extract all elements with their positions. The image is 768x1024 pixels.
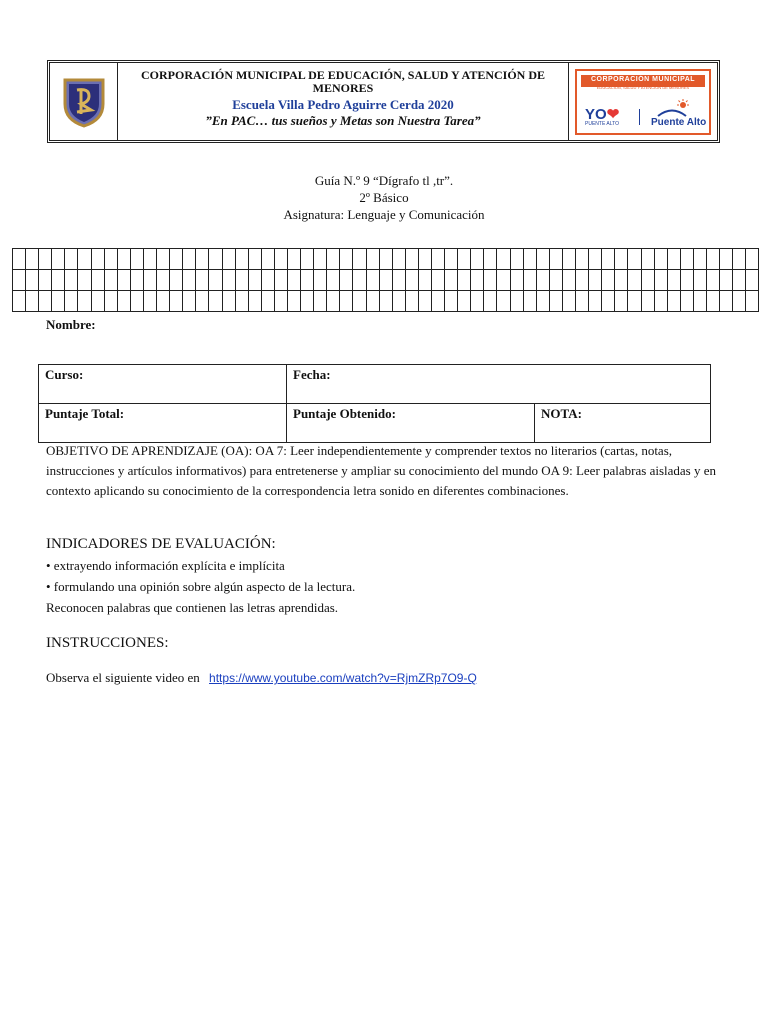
puntaje-total-label: Puntaje Total: (45, 406, 125, 421)
grid-cell[interactable] (458, 291, 471, 312)
grid-cell[interactable] (26, 249, 39, 270)
grid-cell[interactable] (733, 291, 746, 312)
learning-objective: OBJETIVO DE APRENDIZAJE (OA): OA 7: Leer independientemente y comprender textos no literarios (cartas, notas, instrucciones y artículos informativos) para entretenerse y ampliar su conocimiento del mundo OA 9: Leer palabras aisladas y en contexto aplicando su conocimiento de la correspondencia letra sonido en diferentes combinaciones. (46, 443, 717, 498)
student-info-table (38, 364, 711, 443)
grid-cell[interactable] (589, 291, 602, 312)
grid-cell[interactable] (91, 249, 104, 270)
sun-icon (677, 99, 689, 111)
grid-cell[interactable] (301, 291, 314, 312)
school-crest-icon (61, 76, 107, 128)
grid-cell[interactable] (157, 291, 170, 312)
grid-cell[interactable] (576, 291, 589, 312)
puente-alto-text: Puente Alto (651, 116, 707, 128)
grid-cell[interactable] (733, 270, 746, 291)
grid-cell[interactable] (340, 270, 353, 291)
puntaje-obtenido-field[interactable] (287, 404, 535, 443)
corporation-name: CORPORACIÓN MUNICIPAL DE EDUCACIÓN, SALUD Y ATENCIÓN DE MENORES (140, 68, 546, 95)
grid-cell[interactable] (510, 270, 523, 291)
yo-sub-text: PUENTE ALTO (585, 120, 619, 127)
school-motto: ”En PAC… tus sueños y Metas son Nuestra Tarea” (205, 113, 481, 128)
indicator-item: • formulando una opinión sobre algún aspecto de la lectura. (46, 579, 356, 594)
corporation-logo-box (575, 69, 711, 135)
grid-cell[interactable] (78, 249, 91, 270)
grid-cell[interactable] (143, 270, 156, 291)
grid-cell[interactable] (654, 270, 667, 291)
name-writing-grid[interactable] (12, 248, 759, 312)
grid-cell[interactable] (471, 249, 484, 270)
logo-bar-text: CORPORACIÓN MUNICIPAL (581, 75, 705, 87)
nota-field[interactable] (535, 404, 711, 443)
grid-cell[interactable] (104, 270, 117, 291)
grid-cell[interactable] (615, 249, 628, 270)
fecha-label: Fecha: (293, 367, 331, 382)
grid-cell[interactable] (379, 249, 392, 270)
grid-cell[interactable] (628, 270, 641, 291)
grid-cell[interactable] (484, 270, 497, 291)
grid-cell[interactable] (143, 291, 156, 312)
grid-cell[interactable] (418, 249, 431, 270)
grid-cell[interactable] (392, 291, 405, 312)
grid-cell[interactable] (615, 291, 628, 312)
grid-cell[interactable] (418, 291, 431, 312)
grid-cell[interactable] (170, 249, 183, 270)
curso-label: Curso: (45, 367, 84, 382)
video-text: Observa el siguiente video en (46, 670, 200, 685)
grid-cell[interactable] (235, 249, 248, 270)
grid-cell[interactable] (602, 249, 615, 270)
heart-icon: ❤ (606, 105, 620, 123)
grid-cell[interactable] (340, 291, 353, 312)
grid-cell[interactable] (39, 291, 52, 312)
grid-cell[interactable] (706, 291, 719, 312)
grid-cell[interactable] (510, 291, 523, 312)
grid-cell[interactable] (523, 249, 536, 270)
grid-cell[interactable] (471, 291, 484, 312)
nombre-label: Nombre: (46, 317, 96, 332)
grid-cell[interactable] (209, 291, 222, 312)
fecha-field[interactable] (287, 365, 711, 404)
grid-cell[interactable] (39, 270, 52, 291)
grid-cell[interactable] (13, 270, 26, 291)
grid-cell[interactable] (667, 249, 680, 270)
grid-cell[interactable] (52, 291, 65, 312)
grid-cell[interactable] (13, 249, 26, 270)
indicators-heading: INDICADORES DE EVALUACIÓN: (46, 536, 276, 552)
indicators-extra: Reconocen palabras que contienen las letras aprendidas. (46, 600, 339, 615)
grid-cell[interactable] (157, 270, 170, 291)
grid-cell[interactable] (327, 270, 340, 291)
grid-cell[interactable] (536, 291, 549, 312)
grid-cell[interactable] (405, 291, 418, 312)
puntaje-obtenido-label: Puntaje Obtenido: (293, 406, 396, 421)
grid-cell[interactable] (720, 270, 733, 291)
grid-cell[interactable] (26, 270, 39, 291)
grid-cell[interactable] (143, 249, 156, 270)
grid-cell[interactable] (562, 249, 575, 270)
grid-cell[interactable] (418, 270, 431, 291)
grid-cell[interactable] (497, 291, 510, 312)
school-name: Escuela Villa Pedro Aguirre Cerda 2020 (232, 97, 454, 112)
school-crest-logo (50, 63, 118, 140)
grid-cell[interactable] (680, 291, 693, 312)
grid-cell[interactable] (602, 291, 615, 312)
grid-cell[interactable] (222, 249, 235, 270)
grid-cell[interactable] (130, 249, 143, 270)
grid-cell[interactable] (327, 249, 340, 270)
grid-cell[interactable] (130, 270, 143, 291)
grid-cell[interactable] (65, 291, 78, 312)
grid-cell[interactable] (445, 270, 458, 291)
grid-cell[interactable] (130, 291, 143, 312)
grid-cell[interactable] (222, 270, 235, 291)
grid-cell[interactable] (706, 270, 719, 291)
grid-cell[interactable] (706, 249, 719, 270)
grid-cell[interactable] (549, 291, 562, 312)
grid-cell[interactable] (353, 291, 366, 312)
grid-cell[interactable] (183, 291, 196, 312)
grid-cell[interactable] (314, 291, 327, 312)
grid-cell[interactable] (52, 249, 65, 270)
indicator-item: • extrayendo información explícita e implícita (46, 558, 285, 573)
grid-cell[interactable] (235, 291, 248, 312)
grid-cell[interactable] (523, 270, 536, 291)
grid-cell[interactable] (314, 249, 327, 270)
grid-cell[interactable] (248, 270, 261, 291)
grid-cell[interactable] (91, 291, 104, 312)
grid-cell[interactable] (615, 270, 628, 291)
grid-cell[interactable] (117, 291, 130, 312)
grid-cell[interactable] (353, 249, 366, 270)
grid-cell[interactable] (78, 291, 91, 312)
grid-cell[interactable] (445, 249, 458, 270)
grid-cell[interactable] (497, 249, 510, 270)
grid-cell[interactable] (693, 291, 706, 312)
grid-cell[interactable] (746, 270, 759, 291)
grid-cell[interactable] (471, 270, 484, 291)
grid-cell[interactable] (104, 249, 117, 270)
grid-cell[interactable] (379, 270, 392, 291)
grid-cell[interactable] (497, 270, 510, 291)
guide-title-block (0, 172, 768, 223)
instructions-heading: INSTRUCCIONES: (46, 635, 169, 651)
grid-cell[interactable] (248, 291, 261, 312)
grid-cell[interactable] (39, 249, 52, 270)
grid-cell[interactable] (589, 270, 602, 291)
grid-cell[interactable] (287, 291, 300, 312)
grid-cell[interactable] (667, 270, 680, 291)
grid-cell[interactable] (78, 270, 91, 291)
grid-row (13, 270, 759, 291)
grid-cell[interactable] (484, 249, 497, 270)
grid-cell[interactable] (720, 291, 733, 312)
grid-cell[interactable] (602, 270, 615, 291)
grid-cell[interactable] (379, 291, 392, 312)
grid-cell[interactable] (680, 270, 693, 291)
grid-cell[interactable] (274, 249, 287, 270)
grid-cell[interactable] (458, 270, 471, 291)
grid-cell[interactable] (183, 270, 196, 291)
grid-cell[interactable] (576, 249, 589, 270)
grid-cell[interactable] (405, 270, 418, 291)
grid-cell[interactable] (746, 249, 759, 270)
grid-cell[interactable] (366, 291, 379, 312)
grid-cell[interactable] (641, 249, 654, 270)
puntaje-total-field[interactable] (39, 404, 287, 443)
grid-cell[interactable] (261, 291, 274, 312)
grid-cell[interactable] (562, 270, 575, 291)
grid-cell[interactable] (183, 249, 196, 270)
grid-cell[interactable] (589, 249, 602, 270)
grid-cell[interactable] (170, 270, 183, 291)
grid-cell[interactable] (667, 291, 680, 312)
grid-cell[interactable] (523, 291, 536, 312)
grid-cell[interactable] (654, 291, 667, 312)
grid-cell[interactable] (680, 249, 693, 270)
subject: Asignatura: Lenguaje y Comunicación (283, 207, 485, 222)
grid-cell[interactable] (536, 249, 549, 270)
grid-cell[interactable] (261, 270, 274, 291)
logo-divider (639, 109, 640, 125)
grid-cell[interactable] (301, 249, 314, 270)
video-instruction (46, 668, 726, 688)
grid-cell[interactable] (720, 249, 733, 270)
grid-cell[interactable] (91, 270, 104, 291)
grid-cell[interactable] (693, 270, 706, 291)
grid-cell[interactable] (340, 249, 353, 270)
grid-cell[interactable] (641, 270, 654, 291)
grid-cell[interactable] (196, 249, 209, 270)
grid-cell[interactable] (222, 291, 235, 312)
grid-row (13, 249, 759, 270)
grid-cell[interactable] (327, 291, 340, 312)
grid-cell[interactable] (576, 270, 589, 291)
curso-field[interactable] (39, 365, 287, 404)
grid-cell[interactable] (549, 249, 562, 270)
grid-cell[interactable] (117, 249, 130, 270)
grid-cell[interactable] (104, 291, 117, 312)
grid-cell[interactable] (13, 291, 26, 312)
video-link[interactable]: https://www.youtube.com/watch?v=RjmZRp7O9-Q (209, 671, 477, 685)
grid-cell[interactable] (274, 270, 287, 291)
grid-cell[interactable] (693, 249, 706, 270)
grid-cell[interactable] (235, 270, 248, 291)
grid-cell[interactable] (52, 270, 65, 291)
header-text-block (118, 63, 569, 140)
grid-cell[interactable] (549, 270, 562, 291)
grid-cell[interactable] (209, 249, 222, 270)
grid-cell[interactable] (562, 291, 575, 312)
grid-cell[interactable] (536, 270, 549, 291)
guide-title: Guía N.º 9 “Dígrafo tl ,tr”. (314, 173, 454, 188)
grid-cell[interactable] (196, 270, 209, 291)
grid-cell[interactable] (628, 291, 641, 312)
grid-cell[interactable] (432, 291, 445, 312)
grid-cell[interactable] (654, 249, 667, 270)
document-header (47, 60, 720, 143)
logo-sub-text: EDUCACIÓN, SALUD Y ATENCIÓN DE MENORES (596, 84, 690, 90)
grid-cell[interactable] (366, 270, 379, 291)
grid-cell[interactable] (458, 249, 471, 270)
grid-row (13, 291, 759, 312)
grid-cell[interactable] (261, 249, 274, 270)
grid-cell[interactable] (510, 249, 523, 270)
grid-cell[interactable] (432, 270, 445, 291)
grid-cell[interactable] (432, 249, 445, 270)
grid-cell[interactable] (405, 249, 418, 270)
grid-cell[interactable] (484, 291, 497, 312)
grid-cell[interactable] (248, 249, 261, 270)
grid-cell[interactable] (641, 291, 654, 312)
nota-label: NOTA: (541, 406, 582, 421)
grid-cell[interactable] (301, 270, 314, 291)
grid-cell[interactable] (287, 270, 300, 291)
yo-text: YO (585, 105, 607, 123)
grid-cell[interactable] (157, 249, 170, 270)
grid-cell[interactable] (733, 249, 746, 270)
grid-cell[interactable] (170, 291, 183, 312)
grid-cell[interactable] (209, 270, 222, 291)
grade-level: 2º Básico (359, 190, 409, 205)
grid-cell[interactable] (274, 291, 287, 312)
grid-cell[interactable] (314, 270, 327, 291)
grid-cell[interactable] (392, 270, 405, 291)
grid-cell[interactable] (746, 291, 759, 312)
corporation-logo (569, 63, 717, 140)
grid-cell[interactable] (445, 291, 458, 312)
grid-cell[interactable] (65, 270, 78, 291)
grid-cell[interactable] (366, 249, 379, 270)
grid-cell[interactable] (196, 291, 209, 312)
grid-cell[interactable] (65, 249, 78, 270)
grid-cell[interactable] (392, 249, 405, 270)
grid-cell[interactable] (287, 249, 300, 270)
grid-cell[interactable] (117, 270, 130, 291)
evaluation-indicators (46, 534, 726, 618)
grid-cell[interactable] (26, 291, 39, 312)
grid-cell[interactable] (628, 249, 641, 270)
grid-cell[interactable] (353, 270, 366, 291)
